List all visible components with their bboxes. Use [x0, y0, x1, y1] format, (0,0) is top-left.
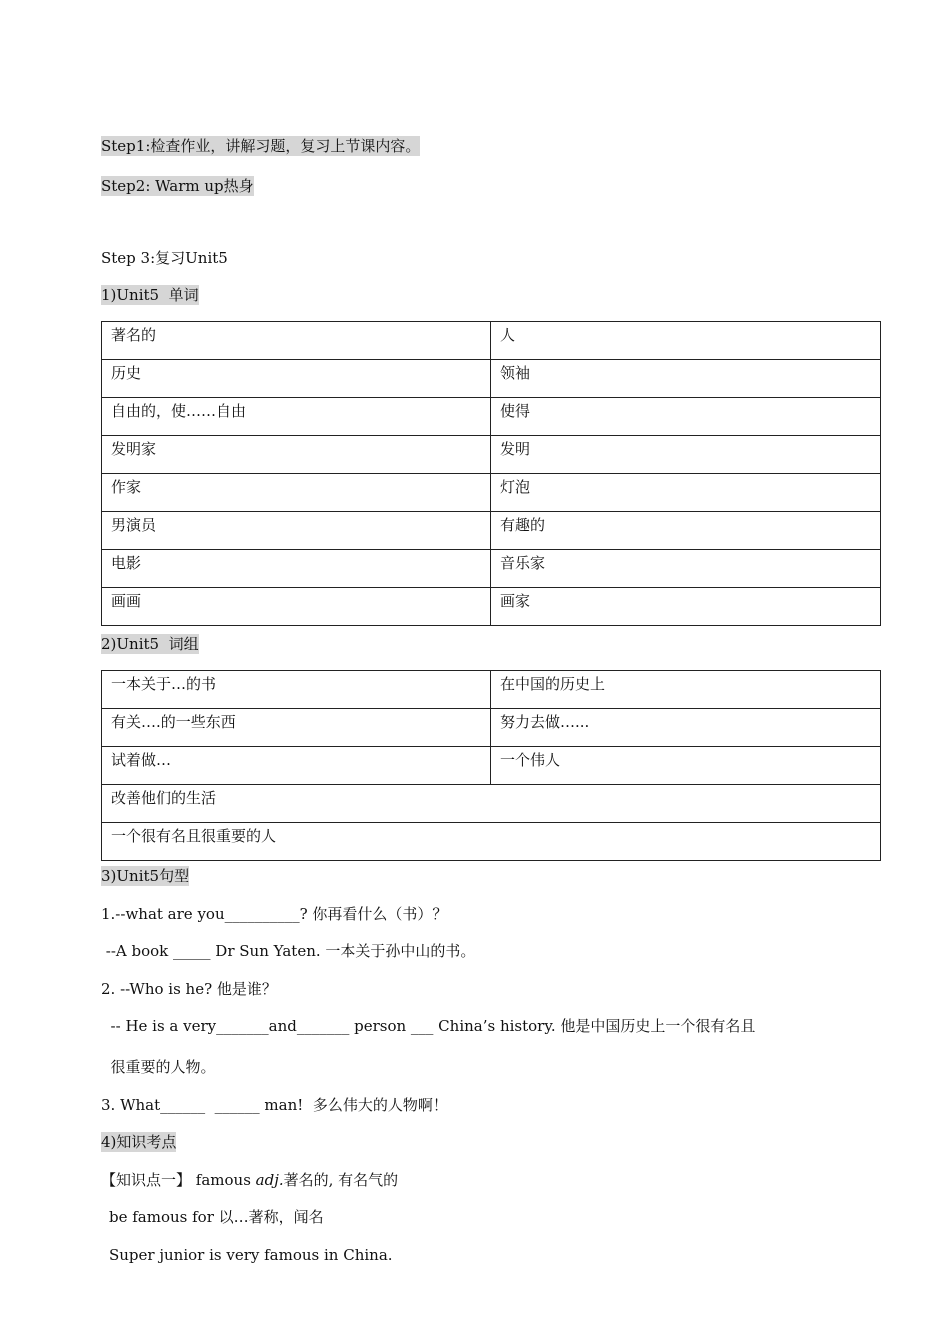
table-cell: 一个伟人 [491, 747, 881, 785]
table-row [102, 474, 881, 512]
sentence-line: 2. --Who is he? 他是谁？ [101, 980, 277, 998]
table-cell: 改善他们的生活 [102, 785, 881, 823]
knowledge-line: be famous for 以…著称，闻名 [109, 1208, 324, 1226]
table-row [102, 747, 881, 785]
table-cell: 作家 [102, 474, 491, 512]
sentence-line: 3. What______ ______ man! 多么伟大的人物啊！ [101, 1096, 448, 1114]
table-cell: 努力去做…... [491, 709, 881, 747]
table-row [102, 550, 881, 588]
table-cell: 灯泡 [491, 474, 881, 512]
table-cell: 一本关于…的书 [102, 671, 491, 709]
table-cell: 历史 [102, 360, 491, 398]
knowledge-line: Super junior is very famous in China. [109, 1246, 393, 1264]
section4-heading: 4)知识考点 [101, 1133, 177, 1151]
table-cell: 人 [491, 322, 881, 360]
point-pos: adj. [255, 1171, 284, 1189]
table-cell: 使得 [491, 398, 881, 436]
table-row [102, 398, 881, 436]
table-cell: 在中国的历史上 [491, 671, 881, 709]
table-cell: 音乐家 [491, 550, 881, 588]
table-row [102, 436, 881, 474]
table-row [102, 512, 881, 550]
phrases-table [101, 670, 881, 861]
step1-text: Step1:检查作业，讲解习题，复习上节课内容。 [101, 137, 421, 155]
table-cell: 电影 [102, 550, 491, 588]
table-row [102, 785, 881, 823]
section2-heading: 2)Unit5 词组 [101, 635, 199, 653]
sentence-line: -- He is a very_______and_______ person ___ China’s history. 他是中国历史上一个很有名且 [101, 1017, 756, 1035]
step3-text: Step 3:复习Unit5 [101, 249, 228, 267]
table-cell: 画画 [102, 588, 491, 626]
table-cell: 试着做… [102, 747, 491, 785]
point-meaning: 著名的, 有名气的 [283, 1171, 399, 1189]
knowledge-point-line [101, 1170, 398, 1190]
table-row [102, 823, 881, 861]
table-row [102, 671, 881, 709]
step2-text: Step2: Warm up热身 [101, 177, 254, 195]
table-cell: 领袖 [491, 360, 881, 398]
table-cell: 男演员 [102, 512, 491, 550]
table-cell: 有关….的一些东西 [102, 709, 491, 747]
table-cell: 一个很有名且很重要的人 [102, 823, 881, 861]
sentence-line: 很重要的人物。 [101, 1058, 216, 1076]
table-cell: 发明 [491, 436, 881, 474]
sentence-line: --A book _____ Dr Sun Yaten. 一本关于孙中山的书。 [101, 942, 476, 960]
table-row [102, 588, 881, 626]
vocabulary-table [101, 321, 881, 626]
point-word: famous [191, 1171, 256, 1189]
table-cell: 发明家 [102, 436, 491, 474]
point-label: 【知识点一】 [101, 1171, 192, 1189]
table-cell: 著名的 [102, 322, 491, 360]
section3-heading: 3)Unit5句型 [101, 867, 190, 885]
sentence-line: 1.--what are you__________? 你再看什么（书）？ [101, 905, 448, 923]
table-cell: 有趣的 [491, 512, 881, 550]
table-cell: 画家 [491, 588, 881, 626]
table-row [102, 360, 881, 398]
table-row [102, 709, 881, 747]
table-cell: 自由的，使……自由 [102, 398, 491, 436]
table-row [102, 322, 881, 360]
section1-heading: 1)Unit5 单词 [101, 286, 199, 304]
